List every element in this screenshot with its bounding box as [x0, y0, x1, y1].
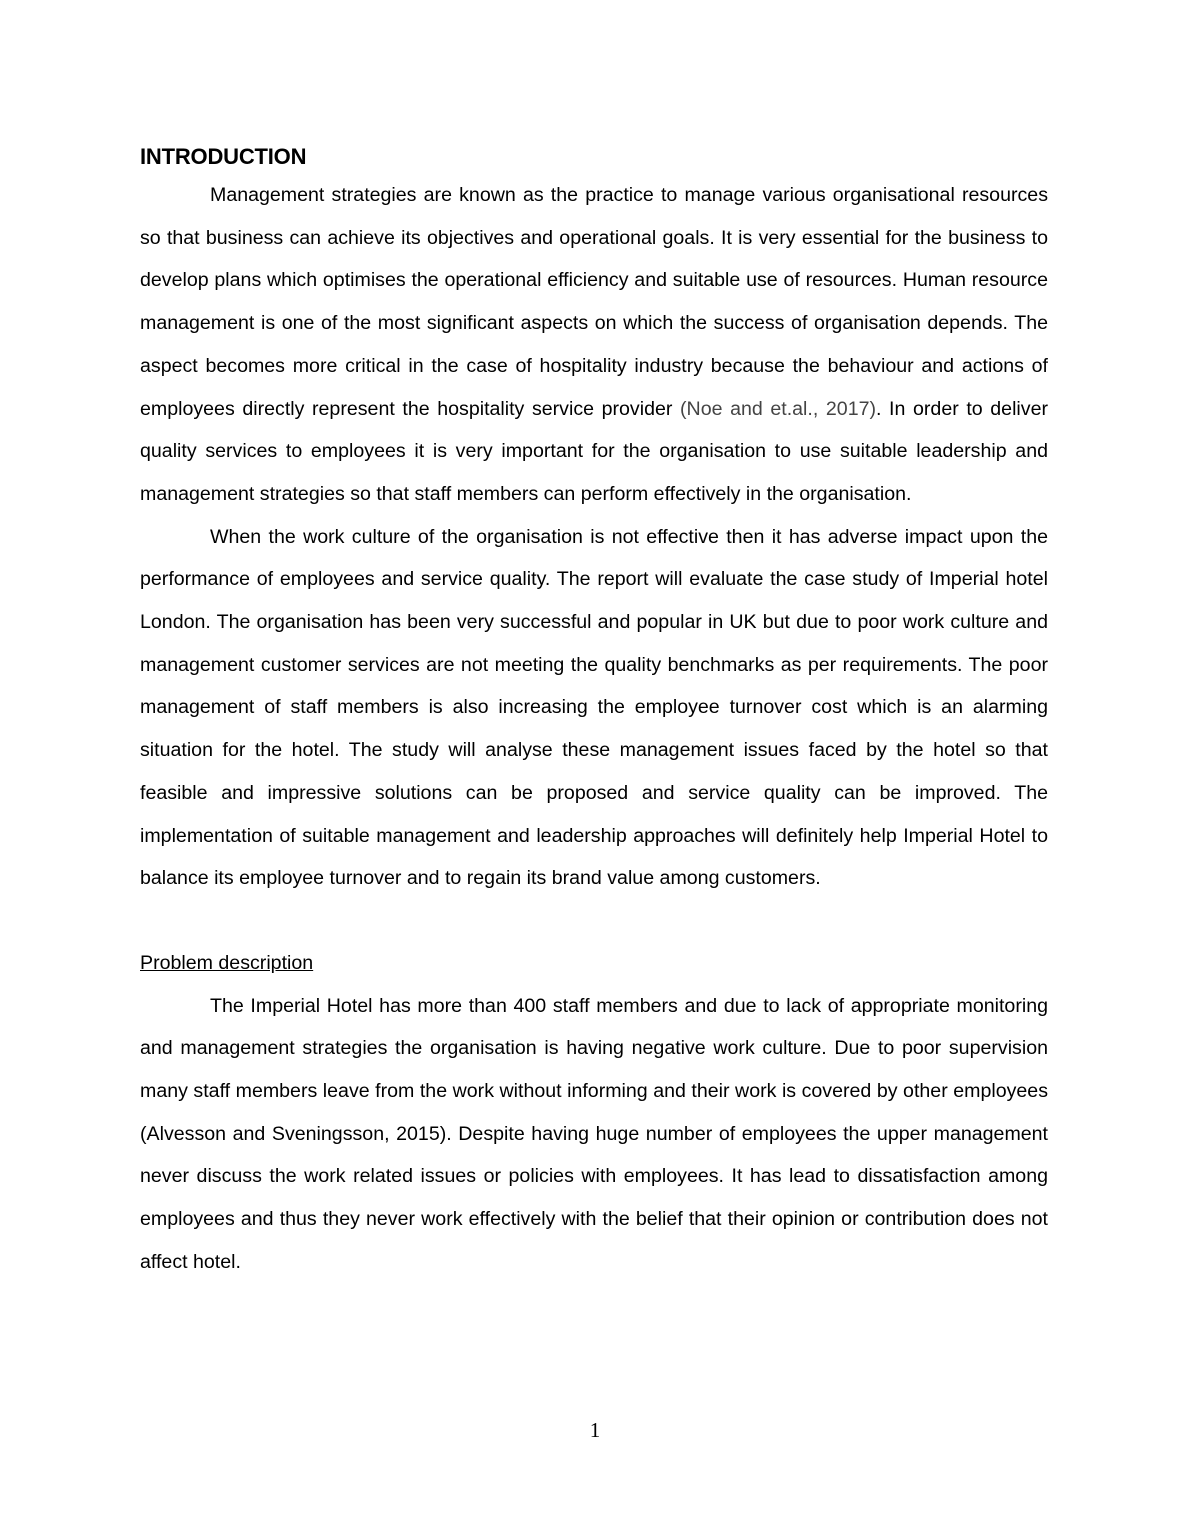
paragraph-text: Management strategies are known as the practice to manage various organisational resources so that business can achieve its objectives and operational goals. It is very essential for the business to develop plans which optimises the operational efficiency and suitable use of resources. Human resource management is one of the most significant aspects on which the success of organisation depends. The aspect becomes more critical in the case of hospitality industry because the behaviour and actions of employees directly represent the hospitality service provider	[140, 184, 1048, 420]
paragraph-text: The Imperial Hotel has more than 400 staff members and due to lack of appropriate monitoring and management strategies the organisation is having negative work culture. Due to poor supervision many staff members leave from the work without informing and their work is covered by other employees	[140, 994, 1048, 1103]
paragraph-intro-2: When the work culture of the organisation is not effective then it has adverse impact upon the performance of employees and service quality. The report will evaluate the case study of Imperial hotel London. The organisation has been very successful and popular in UK but due to poor work culture and management customer services are not meeting the quality benchmarks as per requirements. The poor management of staff members is also increasing the employee turnover cost which is an alarming situation for the hotel. The study will analyse these management issues faced by the hotel so that feasible and impressive solutions can be proposed and service quality can be improved. The implementation of suitable management and leadership approaches will definitely help Imperial Hotel to balance its employee turnover and to regain its brand value among customers.	[140, 525, 1048, 890]
paragraph-intro-1	[140, 174, 1048, 516]
section-spacer	[140, 900, 1048, 942]
paragraph-text: . Despite having huge number of employees the upper management never discuss the work related issues or policies with employees. It has lead to dissatisfaction among employees and thus they never work effectively with the belief that their opinion or contribution does not affect hotel.	[140, 1122, 1048, 1273]
paragraph-text: . In order to deliver quality services to employees it is very important for the organisation to use suitable leadership and management strategies so that staff members can perform effectively in the organisation.	[140, 397, 1048, 505]
citation-noe: (Noe and et.al., 2017)	[680, 397, 877, 420]
subheading-problem-description: Problem description	[140, 951, 314, 974]
page-number: 1	[589, 1418, 601, 1442]
citation-alvesson: (Alvesson and Sveningsson, 2015)	[140, 1122, 447, 1145]
section-heading-introduction: INTRODUCTION	[140, 144, 307, 169]
document-body	[140, 142, 1048, 1284]
paragraph-problem-1	[140, 985, 1048, 1284]
